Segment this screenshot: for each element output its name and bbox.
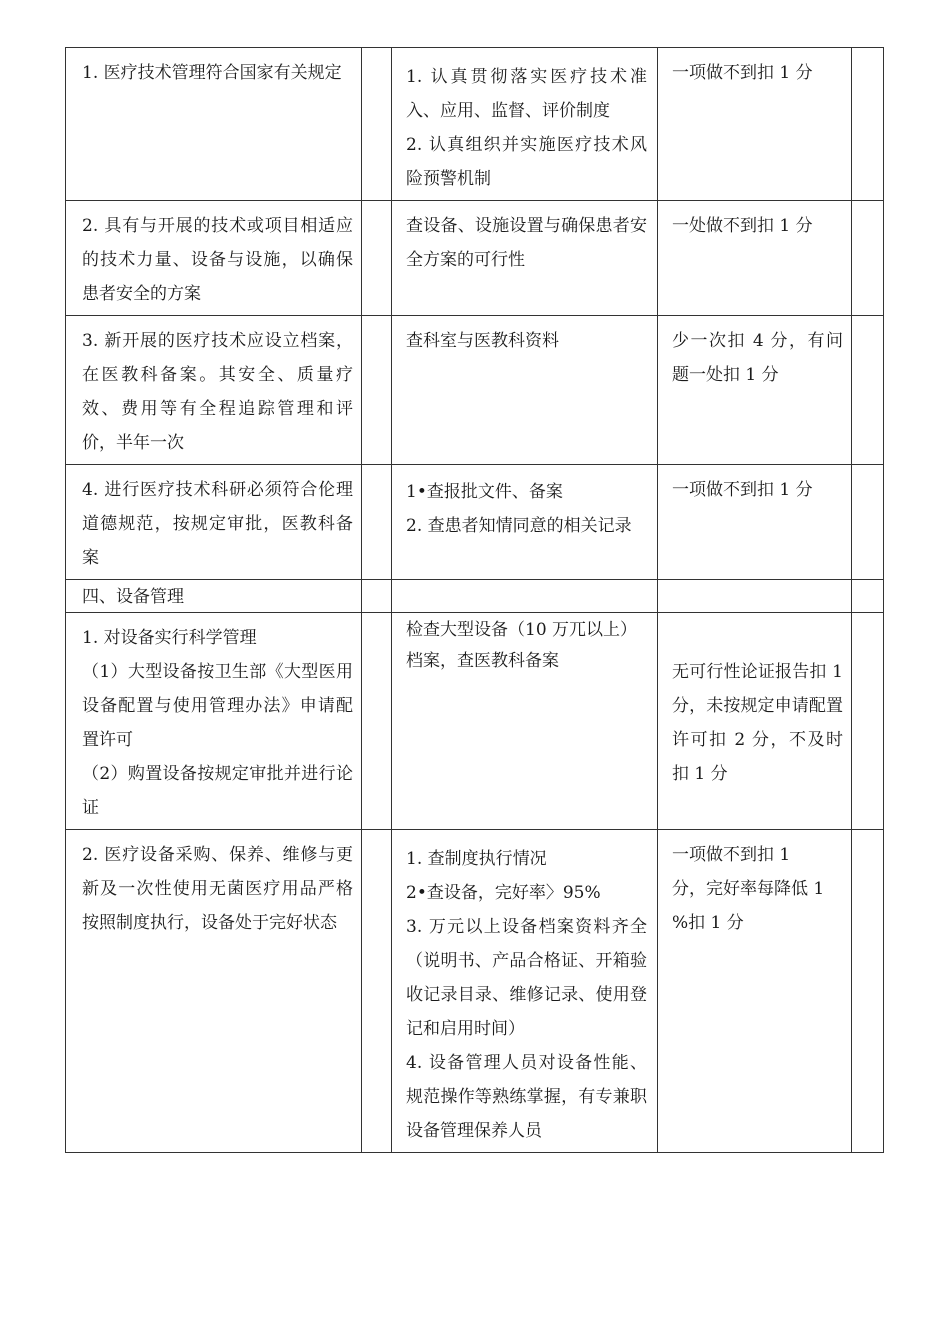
- method-text: 3. 万元以上设备档案资料齐全（说明书、产品合格证、开箱验收记录目录、维修记录、使用登记和启用时间）: [406, 917, 647, 1039]
- score-cell: [658, 48, 852, 201]
- blank-cell: [362, 580, 392, 613]
- item-text: （1）大型设备按卫生部《大型医用设备配置与使用管理办法》申请配置许可: [82, 662, 353, 750]
- item-cell: [66, 201, 362, 316]
- blank-cell: [852, 316, 884, 465]
- score-cell: [658, 465, 852, 580]
- method-text: 4. 设备管理人员对设备性能、规范操作等熟练掌握，有专兼职设备管理保养人员: [406, 1053, 647, 1141]
- blank-cell: [852, 201, 884, 316]
- blank-cell: [852, 613, 884, 830]
- table-row: [66, 316, 884, 465]
- item-text: 1. 对设备实行科学管理: [82, 628, 257, 648]
- item-text: 2. 具有与开展的技术或项目相适应的技术力量、设备与设施，以确保患者安全的方案: [82, 216, 353, 304]
- blank-cell: [362, 316, 392, 465]
- method-text: 1. 认真贯彻落实医疗技术准入、应用、监督、评价制度: [406, 67, 647, 121]
- blank-cell: [658, 580, 852, 613]
- method-text: 1. 查制度执行情况: [406, 849, 547, 869]
- score-text: 分，完好率每降低 1: [672, 879, 825, 899]
- item-cell: [66, 465, 362, 580]
- score-text: 一项做不到扣 1 分: [672, 480, 813, 500]
- item-text: 2. 医疗设备采购、保养、维修与更新及一次性使用无菌医疗用品严格按照制度执行，设备处于完好状态: [82, 845, 353, 933]
- blank-cell: [362, 613, 392, 830]
- table-row: [66, 613, 884, 830]
- item-text: 3. 新开展的医疗技术应设立档案，在医教科备案。其安全、质量疗效、费用等有全程追踪管理和评价，半年一次: [82, 331, 353, 453]
- table-row: [66, 465, 884, 580]
- method-text: 检查大型设备（10 万兀以上）: [406, 620, 638, 640]
- blank-cell: [852, 830, 884, 1153]
- score-text: 少一次扣 4 分，有问题一处扣 1 分: [672, 331, 843, 385]
- score-text: 一处做不到扣 1 分: [672, 216, 813, 236]
- method-text: 查设备、设施设置与确保患者安全方案的可行性: [406, 216, 647, 270]
- score-cell: [658, 316, 852, 465]
- item-cell: [66, 830, 362, 1153]
- blank-cell: [362, 48, 392, 201]
- table-row: [66, 830, 884, 1153]
- method-cell: [392, 830, 658, 1153]
- item-text: 1. 医疗技术管理符合国家有关规定: [82, 63, 342, 83]
- method-cell: [392, 316, 658, 465]
- section-heading: 四、设备管理: [82, 587, 184, 607]
- score-cell: [658, 201, 852, 316]
- method-text: 1•查报批文件、备案: [406, 482, 563, 502]
- blank-cell: [362, 201, 392, 316]
- blank-cell: [852, 580, 884, 613]
- score-text: 一项做不到扣 1: [672, 845, 791, 865]
- item-cell: [66, 48, 362, 201]
- item-text: （2）购置设备按规定审批并进行论证: [82, 764, 353, 818]
- table-row: [66, 48, 884, 201]
- evaluation-table: [65, 47, 884, 1153]
- method-text: 查科室与医教科资料: [406, 331, 559, 351]
- blank-cell: [362, 830, 392, 1153]
- item-text: 4. 进行医疗技术科研必须符合伦理道德规范，按规定审批，医教科备案: [82, 480, 353, 568]
- section-row: [66, 580, 884, 613]
- blank-cell: [362, 465, 392, 580]
- table-row: [66, 201, 884, 316]
- method-cell: [392, 613, 658, 830]
- blank-cell: [852, 48, 884, 201]
- score-text: %扣 1 分: [672, 913, 744, 933]
- score-cell: [658, 830, 852, 1153]
- method-text: 2. 查患者知情同意的相关记录: [406, 516, 632, 536]
- item-cell: [66, 613, 362, 830]
- blank-cell: [852, 465, 884, 580]
- item-cell: [66, 316, 362, 465]
- score-cell: [658, 613, 852, 830]
- method-text: 档案，查医教科备案: [406, 651, 559, 671]
- method-cell: [392, 465, 658, 580]
- method-cell: [392, 48, 658, 201]
- method-cell: [392, 201, 658, 316]
- blank-cell: [392, 580, 658, 613]
- method-text: 2•查设备，完好率〉95%: [406, 883, 601, 903]
- score-text: 一项做不到扣 1 分: [672, 63, 813, 83]
- method-text: 2. 认真组织并实施医疗技术风险预警机制: [406, 135, 647, 189]
- section-cell: [66, 580, 362, 613]
- score-text: 无可行性论证报告扣 1 分，未按规定申请配置许可扣 2 分，不及时扣 1 分: [672, 662, 849, 784]
